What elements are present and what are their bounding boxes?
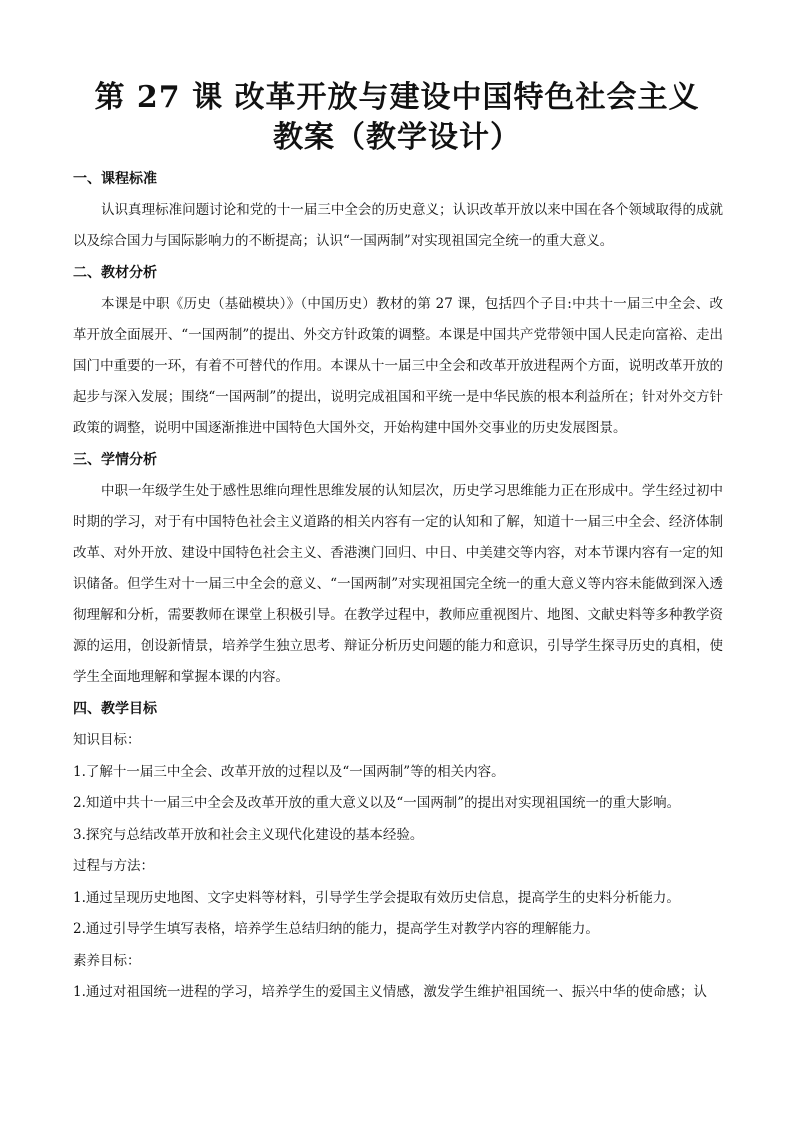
- literacy-objectives-label: 素养目标：: [73, 952, 141, 969]
- knowledge-objective-item: 1.了解十一届三中全会、改革开放的过程以及“一国两制”等的相关内容。: [73, 763, 505, 780]
- section-heading-teaching-objectives: 四、教学目标: [73, 701, 157, 717]
- section-heading-textbook-analysis: 二、教材分析: [73, 265, 157, 281]
- textbook-analysis-paragraph: 本课是中职《历史（基础模块）》（中国历史）教材的第 27 课，包括四个子目:中共十一届三中全会、改革开放全面展开、“一国两制”的提出、外交方针政策的调整。本课是中国共产党带领中国人民走向富裕、走出国门中重要的一环，有着不可替代的作用。本课从十一届三中全会和改革开放进程两个方面，说明改革开放的起步与深入发展；围绕“一国两制”的提出，说明完成祖国和平统一是中华民族的根本利益所在；针对外交方针政策的调整，说明中国逐渐推进中国特色大国外交，开始构建中国外交事业的历史发展图景。: [73, 296, 723, 436]
- section-heading-student-analysis: 三、学情分析: [73, 452, 157, 468]
- curriculum-standard-paragraph: 认识真理标准问题讨论和党的十一届三中全会的历史意义；认识改革开放以来中国在各个领域取得的成就以及综合国力与国际影响力的不断提高；认识“一国两制”对实现祖国完全统一的重大意义。: [73, 202, 723, 249]
- knowledge-objective-item: 3.探究与总结改革开放和社会主义现代化建设的基本经验。: [73, 826, 424, 843]
- student-analysis-paragraph: 中职一年级学生处于感性思维向理性思维发展的认知层次，历史学习思维能力正在形成中。学生经过初中时期的学习，对于有中国特色社会主义道路的相关内容有一定的认知和了解，知道十一届三中全会、经济体制改革、对外开放、建设中国特色社会主义、香港澳门回归、中日、中美建交等内容，对本节课内容有一定的知识储备。但学生对十一届三中全会的意义、“一国两制”对实现祖国完全统一的重大意义等内容未能做到深入透彻理解和分析，需要教师在课堂上积极引导。在教学过程中，教师应重视图片、地图、文献史料等多种教学资源的运用，创设新情景，培养学生独立思考、辩证分析历史问题的能力和意识，引导学生探寻历史的真相，使学生全面地理解和掌握本课的内容。: [73, 483, 723, 685]
- literacy-objective-item: 1.通过对祖国统一进程的学习，培养学生的爱国主义情感，激发学生维护祖国统一、振兴中华的使命感；认: [73, 984, 707, 1000]
- knowledge-objectives-label: 知识目标：: [73, 732, 141, 748]
- process-methods-label: 过程与方法：: [73, 858, 154, 874]
- process-method-item: 2.通过引导学生填写表格，培养学生总结归纳的能力，提高学生对教学内容的理解能力。: [73, 921, 599, 937]
- document-title-line1: 第 27 课 改革开放与建设中国特色社会主义: [94, 80, 700, 115]
- section-heading-curriculum-standard: 一、课程标准: [73, 171, 157, 187]
- process-method-item: 1.通过呈现历史地图、文字史料等材料，引导学生学会提取有效历史信息，提高学生的史料分析能力。: [73, 889, 680, 906]
- knowledge-objective-item: 2.知道中共十一届三中全会及改革开放的重大意义以及“一国两制”的提出对实现祖国统一的重大影响。: [73, 795, 681, 811]
- document-body: [73, 163, 723, 1009]
- document-title-line2: 教案（教学设计）: [273, 120, 521, 155]
